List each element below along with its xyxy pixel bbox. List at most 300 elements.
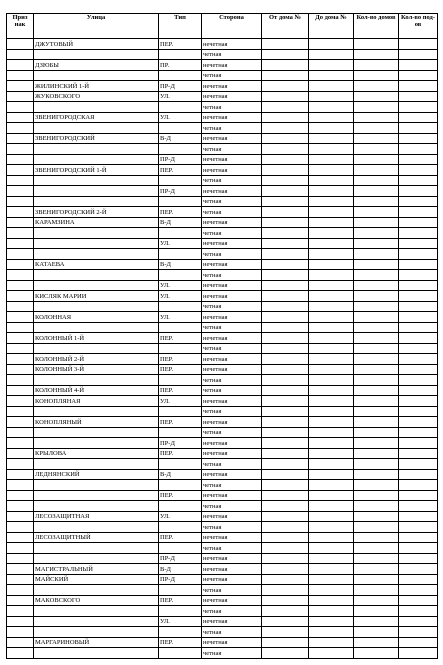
cell-from-house — [262, 81, 309, 92]
cell-to-house — [309, 123, 354, 134]
cell-type: УЛ. — [159, 312, 202, 323]
cell-sign — [7, 459, 34, 470]
cell-to-house — [309, 322, 354, 333]
cell-side: нечетная — [202, 616, 262, 627]
cell-street: КОНОПЛЯНАЯ — [34, 396, 159, 407]
cell-side: нечетная — [202, 60, 262, 71]
street-table — [6, 13, 438, 659]
cell-sign — [7, 81, 34, 92]
cell-sign — [7, 102, 34, 113]
table-row — [7, 396, 438, 407]
cell-street — [34, 228, 159, 239]
cell-street — [34, 238, 159, 249]
table-row — [7, 417, 438, 428]
cell-street: КАТАЕВА — [34, 259, 159, 270]
cell-type: ПР-Д — [159, 574, 202, 585]
cell-house-count — [354, 543, 399, 554]
table-row — [7, 123, 438, 134]
cell-sign — [7, 217, 34, 228]
cell-entrance-count — [399, 375, 438, 386]
cell-sign — [7, 228, 34, 239]
cell-street — [34, 196, 159, 207]
cell-side: нечетная — [202, 133, 262, 144]
cell-sign — [7, 249, 34, 260]
cell-sign — [7, 375, 34, 386]
cell-street: ЗВЕНИГОРОДСКИЙ 2-Й — [34, 207, 159, 218]
cell-street — [34, 606, 159, 617]
cell-from-house — [262, 123, 309, 134]
table-row — [7, 438, 438, 449]
cell-to-house — [309, 354, 354, 365]
cell-from-house — [262, 91, 309, 102]
cell-street — [34, 553, 159, 564]
cell-from-house — [262, 406, 309, 417]
cell-from-house — [262, 364, 309, 375]
cell-to-house — [309, 396, 354, 407]
cell-house-count — [354, 574, 399, 585]
cell-entrance-count — [399, 133, 438, 144]
cell-sign — [7, 186, 34, 197]
cell-entrance-count — [399, 291, 438, 302]
cell-entrance-count — [399, 438, 438, 449]
table-row — [7, 49, 438, 60]
cell-side: четная — [202, 228, 262, 239]
cell-sign — [7, 417, 34, 428]
cell-type — [159, 406, 202, 417]
cell-side: нечетная — [202, 417, 262, 428]
cell-house-count — [354, 102, 399, 113]
cell-to-house — [309, 574, 354, 585]
cell-from-house — [262, 301, 309, 312]
cell-from-house — [262, 238, 309, 249]
cell-street: ЛЕСОЗАЩИТНЫЙ — [34, 532, 159, 543]
cell-entrance-count — [399, 637, 438, 648]
table-row — [7, 81, 438, 92]
cell-side: нечетная — [202, 354, 262, 365]
table-row — [7, 91, 438, 102]
cell-street — [34, 616, 159, 627]
table-row — [7, 133, 438, 144]
cell-side: четная — [202, 627, 262, 638]
cell-entrance-count — [399, 259, 438, 270]
cell-sign — [7, 532, 34, 543]
cell-side: нечетная — [202, 259, 262, 270]
table-row — [7, 522, 438, 533]
table-row — [7, 595, 438, 606]
table-row — [7, 102, 438, 113]
cell-from-house — [262, 522, 309, 533]
cell-type: ПЕР. — [159, 354, 202, 365]
table-row — [7, 532, 438, 543]
cell-entrance-count — [399, 322, 438, 333]
cell-side: четная — [202, 480, 262, 491]
cell-from-house — [262, 322, 309, 333]
cell-street: ЖУКОВСКОГО — [34, 91, 159, 102]
cell-side: нечетная — [202, 553, 262, 564]
cell-entrance-count — [399, 186, 438, 197]
cell-street: КОЛОННЫЙ 4-Й — [34, 385, 159, 396]
cell-entrance-count — [399, 91, 438, 102]
cell-from-house — [262, 438, 309, 449]
cell-entrance-count — [399, 312, 438, 323]
cell-street: КОЛОННЫЙ 2-Й — [34, 354, 159, 365]
cell-type — [159, 70, 202, 81]
cell-street — [34, 186, 159, 197]
cell-entrance-count — [399, 574, 438, 585]
cell-sign — [7, 627, 34, 638]
table-row — [7, 60, 438, 71]
cell-house-count — [354, 375, 399, 386]
cell-to-house — [309, 585, 354, 596]
cell-entrance-count — [399, 448, 438, 459]
cell-house-count — [354, 196, 399, 207]
header-from-house: От дома № — [262, 14, 309, 39]
table-row — [7, 606, 438, 617]
cell-street — [34, 123, 159, 134]
table-row — [7, 249, 438, 260]
table-row — [7, 375, 438, 386]
cell-side: четная — [202, 406, 262, 417]
cell-street: ЛЕДНЯНСКИЙ — [34, 469, 159, 480]
cell-street — [34, 438, 159, 449]
cell-type: ПЕР. — [159, 637, 202, 648]
cell-entrance-count — [399, 154, 438, 165]
cell-to-house — [309, 375, 354, 386]
cell-house-count — [354, 648, 399, 659]
cell-street — [34, 648, 159, 659]
cell-house-count — [354, 553, 399, 564]
cell-side: нечетная — [202, 438, 262, 449]
cell-type — [159, 480, 202, 491]
cell-sign — [7, 165, 34, 176]
cell-to-house — [309, 333, 354, 344]
cell-side: нечетная — [202, 154, 262, 165]
cell-house-count — [354, 616, 399, 627]
cell-to-house — [309, 532, 354, 543]
cell-from-house — [262, 49, 309, 60]
cell-sign — [7, 123, 34, 134]
cell-entrance-count — [399, 249, 438, 260]
cell-side: нечетная — [202, 637, 262, 648]
cell-type: ПЕР. — [159, 39, 202, 50]
cell-from-house — [262, 480, 309, 491]
cell-entrance-count — [399, 469, 438, 480]
table-row — [7, 280, 438, 291]
table-row — [7, 196, 438, 207]
header-house-count: Кол-во домов — [354, 14, 399, 39]
cell-sign — [7, 616, 34, 627]
cell-street — [34, 627, 159, 638]
cell-side: четная — [202, 102, 262, 113]
cell-entrance-count — [399, 385, 438, 396]
cell-type: В-Д — [159, 133, 202, 144]
cell-house-count — [354, 564, 399, 575]
cell-from-house — [262, 637, 309, 648]
cell-side: нечетная — [202, 39, 262, 50]
cell-side: четная — [202, 322, 262, 333]
cell-house-count — [354, 333, 399, 344]
cell-street — [34, 70, 159, 81]
cell-to-house — [309, 480, 354, 491]
cell-type: ПЕР. — [159, 448, 202, 459]
cell-street: МАГИСТРАЛЬНЫЙ — [34, 564, 159, 575]
cell-house-count — [354, 490, 399, 501]
cell-house-count — [354, 144, 399, 155]
cell-entrance-count — [399, 501, 438, 512]
cell-street — [34, 280, 159, 291]
cell-house-count — [354, 438, 399, 449]
cell-side: нечетная — [202, 217, 262, 228]
cell-side: четная — [202, 144, 262, 155]
cell-side: нечетная — [202, 595, 262, 606]
cell-type — [159, 123, 202, 134]
cell-from-house — [262, 648, 309, 659]
table-row — [7, 490, 438, 501]
cell-from-house — [262, 396, 309, 407]
cell-street: КОЛОННЫЙ 1-Й — [34, 333, 159, 344]
table-row — [7, 322, 438, 333]
cell-entrance-count — [399, 144, 438, 155]
cell-side: четная — [202, 375, 262, 386]
table-row — [7, 186, 438, 197]
cell-sign — [7, 522, 34, 533]
cell-type — [159, 375, 202, 386]
cell-house-count — [354, 217, 399, 228]
cell-entrance-count — [399, 648, 438, 659]
table-row — [7, 343, 438, 354]
cell-type: В-Д — [159, 217, 202, 228]
cell-side: четная — [202, 49, 262, 60]
cell-sign — [7, 60, 34, 71]
cell-house-count — [354, 270, 399, 281]
cell-type: В-Д — [159, 259, 202, 270]
table-row — [7, 154, 438, 165]
cell-to-house — [309, 648, 354, 659]
table-row — [7, 333, 438, 344]
cell-entrance-count — [399, 522, 438, 533]
cell-from-house — [262, 585, 309, 596]
cell-entrance-count — [399, 49, 438, 60]
cell-from-house — [262, 532, 309, 543]
cell-side: нечетная — [202, 165, 262, 176]
table-row — [7, 574, 438, 585]
cell-to-house — [309, 627, 354, 638]
cell-to-house — [309, 448, 354, 459]
cell-side: нечетная — [202, 280, 262, 291]
cell-from-house — [262, 564, 309, 575]
cell-from-house — [262, 574, 309, 585]
cell-type: ПР-Д — [159, 553, 202, 564]
cell-side: нечетная — [202, 564, 262, 575]
cell-street: КОНОПЛЯНЫЙ — [34, 417, 159, 428]
cell-house-count — [354, 91, 399, 102]
cell-street: КАРАМЗИНА — [34, 217, 159, 228]
table-row — [7, 270, 438, 281]
cell-house-count — [354, 459, 399, 470]
cell-from-house — [262, 448, 309, 459]
header-to-house: До дома № — [309, 14, 354, 39]
cell-from-house — [262, 154, 309, 165]
table-row — [7, 480, 438, 491]
cell-to-house — [309, 427, 354, 438]
cell-from-house — [262, 186, 309, 197]
cell-house-count — [354, 186, 399, 197]
cell-house-count — [354, 175, 399, 186]
cell-from-house — [262, 133, 309, 144]
cell-to-house — [309, 144, 354, 155]
cell-entrance-count — [399, 616, 438, 627]
cell-to-house — [309, 228, 354, 239]
cell-side: четная — [202, 522, 262, 533]
cell-house-count — [354, 354, 399, 365]
cell-street — [34, 406, 159, 417]
table-row — [7, 469, 438, 480]
cell-house-count — [354, 207, 399, 218]
cell-sign — [7, 343, 34, 354]
cell-to-house — [309, 511, 354, 522]
cell-sign — [7, 270, 34, 281]
cell-side: нечетная — [202, 574, 262, 585]
cell-sign — [7, 490, 34, 501]
cell-side: четная — [202, 585, 262, 596]
cell-type — [159, 249, 202, 260]
cell-side: четная — [202, 196, 262, 207]
cell-to-house — [309, 238, 354, 249]
cell-from-house — [262, 417, 309, 428]
cell-entrance-count — [399, 627, 438, 638]
table-row — [7, 70, 438, 81]
cell-street — [34, 175, 159, 186]
cell-type: УЛ. — [159, 616, 202, 627]
table-row — [7, 238, 438, 249]
table-row — [7, 291, 438, 302]
cell-type — [159, 144, 202, 155]
cell-entrance-count — [399, 165, 438, 176]
cell-type — [159, 522, 202, 533]
cell-house-count — [354, 228, 399, 239]
cell-from-house — [262, 175, 309, 186]
cell-street — [34, 522, 159, 533]
table-row — [7, 553, 438, 564]
cell-house-count — [354, 343, 399, 354]
cell-sign — [7, 291, 34, 302]
table-row — [7, 501, 438, 512]
table-row — [7, 112, 438, 123]
cell-from-house — [262, 228, 309, 239]
cell-to-house — [309, 133, 354, 144]
cell-type: В-Д — [159, 469, 202, 480]
cell-sign — [7, 91, 34, 102]
cell-house-count — [354, 385, 399, 396]
cell-entrance-count — [399, 60, 438, 71]
cell-side: четная — [202, 606, 262, 617]
cell-side: четная — [202, 459, 262, 470]
cell-entrance-count — [399, 511, 438, 522]
cell-side: четная — [202, 70, 262, 81]
cell-house-count — [354, 291, 399, 302]
cell-sign — [7, 396, 34, 407]
cell-to-house — [309, 606, 354, 617]
cell-to-house — [309, 522, 354, 533]
cell-entrance-count — [399, 270, 438, 281]
cell-entrance-count — [399, 354, 438, 365]
cell-house-count — [354, 112, 399, 123]
cell-house-count — [354, 154, 399, 165]
cell-sign — [7, 259, 34, 270]
cell-type: ПЕР. — [159, 165, 202, 176]
cell-sign — [7, 312, 34, 323]
cell-house-count — [354, 165, 399, 176]
cell-side: четная — [202, 301, 262, 312]
cell-to-house — [309, 259, 354, 270]
cell-to-house — [309, 501, 354, 512]
cell-entrance-count — [399, 543, 438, 554]
cell-from-house — [262, 280, 309, 291]
cell-side: четная — [202, 343, 262, 354]
table-row — [7, 207, 438, 218]
cell-type: ПР-Д — [159, 186, 202, 197]
cell-to-house — [309, 438, 354, 449]
cell-side: четная — [202, 501, 262, 512]
cell-from-house — [262, 385, 309, 396]
cell-street — [34, 301, 159, 312]
cell-side: нечетная — [202, 333, 262, 344]
cell-sign — [7, 133, 34, 144]
cell-sign — [7, 144, 34, 155]
header-street: Улица — [34, 14, 159, 39]
cell-house-count — [354, 123, 399, 134]
cell-type: ПЕР. — [159, 490, 202, 501]
table-row — [7, 543, 438, 554]
cell-type: ПЕР. — [159, 417, 202, 428]
cell-to-house — [309, 406, 354, 417]
cell-to-house — [309, 364, 354, 375]
cell-from-house — [262, 196, 309, 207]
cell-house-count — [354, 417, 399, 428]
cell-type — [159, 301, 202, 312]
cell-house-count — [354, 322, 399, 333]
table-row — [7, 385, 438, 396]
cell-street — [34, 501, 159, 512]
cell-from-house — [262, 270, 309, 281]
table-row — [7, 364, 438, 375]
cell-house-count — [354, 396, 399, 407]
cell-house-count — [354, 427, 399, 438]
cell-to-house — [309, 175, 354, 186]
cell-type: УЛ. — [159, 511, 202, 522]
cell-house-count — [354, 480, 399, 491]
cell-street — [34, 585, 159, 596]
cell-side: нечетная — [202, 186, 262, 197]
cell-to-house — [309, 564, 354, 575]
cell-entrance-count — [399, 585, 438, 596]
cell-entrance-count — [399, 175, 438, 186]
cell-type — [159, 427, 202, 438]
cell-street — [34, 49, 159, 60]
cell-side: нечетная — [202, 364, 262, 375]
table-row — [7, 637, 438, 648]
cell-side: нечетная — [202, 490, 262, 501]
cell-to-house — [309, 291, 354, 302]
cell-entrance-count — [399, 396, 438, 407]
cell-from-house — [262, 501, 309, 512]
cell-sign — [7, 574, 34, 585]
cell-from-house — [262, 333, 309, 344]
cell-entrance-count — [399, 459, 438, 470]
cell-street — [34, 322, 159, 333]
table-row — [7, 406, 438, 417]
cell-house-count — [354, 301, 399, 312]
